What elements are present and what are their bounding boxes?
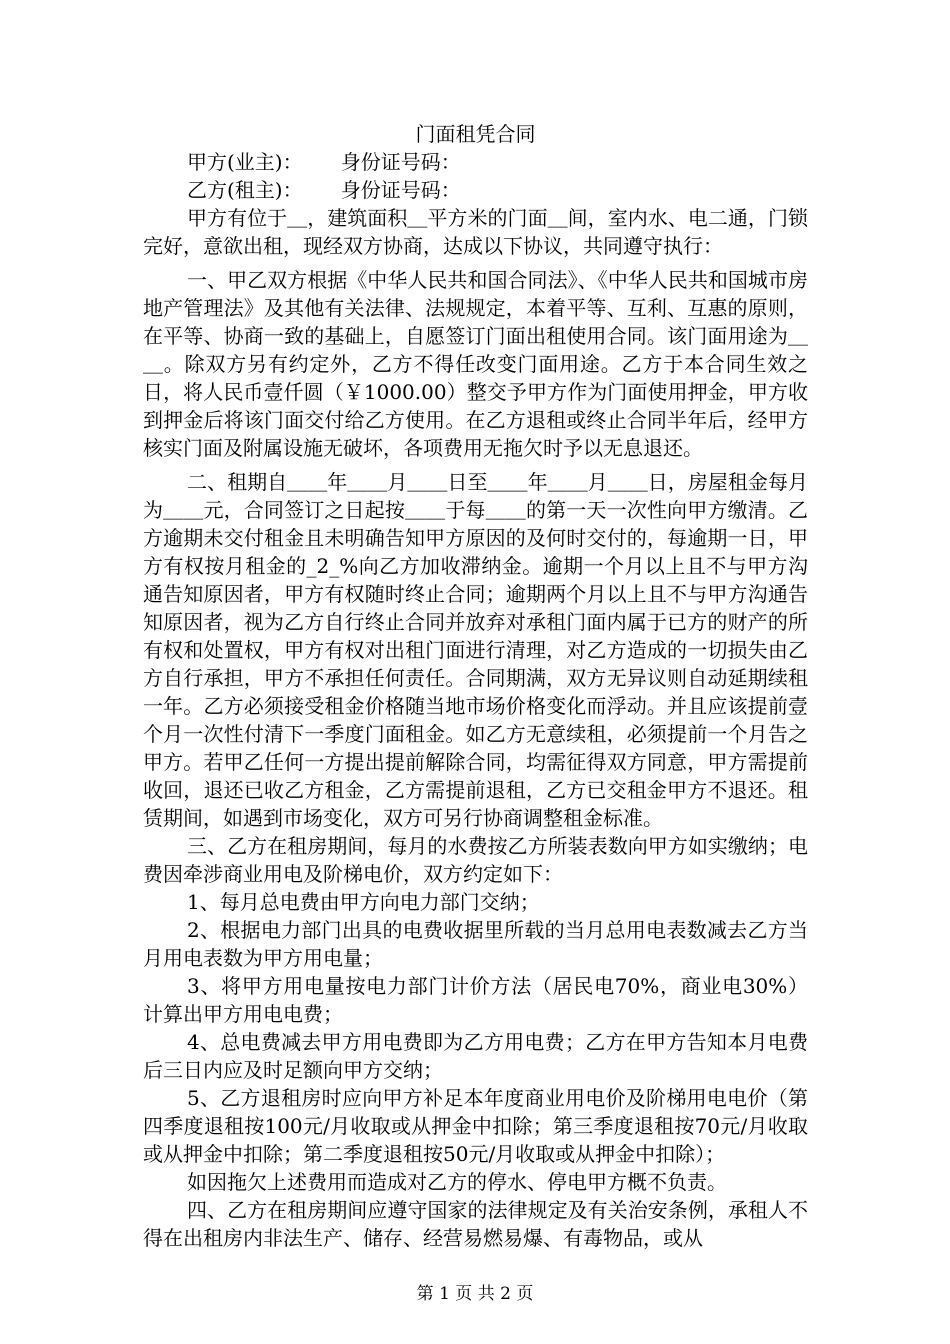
document-page: [143, 120, 808, 1252]
clause-3-item-3: 3、将甲方用电量按电力部门计价方法（居民电70%，商业电30%）计算出甲方用电电费；: [143, 974, 808, 1026]
clause-4-paragraph: 四、乙方在租房期间应遵守国家的法律规定及有关治安条例，承租人不得在出租房内非法生产、储存、经营易燃易爆、有毒物品，或从: [143, 1198, 808, 1250]
clause-3-paragraph: 三、乙方在租房期间，每月的水费按乙方所装表数向甲方如实缴纳；电费因牵涉商业用电及阶梯电价，双方约定如下：: [143, 834, 808, 886]
document-title: 门面租凭合同: [415, 122, 536, 146]
intro-paragraph: 甲方有位于＿，建筑面积＿平方米的门面＿间，室内水、电二通，门锁完好，意欲出租，现经双方协商，达成以下协议，共同遵守执行：: [143, 206, 808, 258]
clause-3-note: 如因拖欠上述费用而造成对乙方的停水、停电甲方概不负责。: [187, 1170, 727, 1194]
party-b-line: 乙方(租主)： 身份证号码：: [187, 178, 461, 202]
party-a-line: 甲方(业主)： 身份证号码：: [187, 150, 461, 174]
clause-3-item-1: 1、每月总电费由甲方向电力部门交纳；: [187, 890, 540, 914]
clause-2-paragraph: 二、租期自＿＿年＿＿月＿＿日至＿＿年＿＿月＿＿日，房屋租金每月为＿＿元，合同签订之日起按＿＿于每＿＿的第一天一次性向甲方缴清。乙方逾期未交付租金且未明确告知甲方原因的及何时交付的，每逾期一日，甲方有权按月租金的_2_%向乙方加收滞纳金。逾期一个月以上且不与甲方沟通告知原因者，甲方有权随时终止合同；逾期两个月以上且不与甲方沟通告知原因者，视为乙方自行终止合同并放弃对承租门面内属于已方的财产的所有权和处置权，甲方有权对出租门面进行清理，对乙方造成的一切损失由乙方自行承担，甲方不承担任何责任。合同期满，双方无异议则自动延期续租一年。乙方必须接受租金价格随当地市场价格变化而浮动。并且应该提前壹个月一次性付清下一季度门面租金。如乙方无意续租，必须提前一个月告之甲方。若甲乙任何一方提出提前解除合同，均需征得双方同意，甲方需提前收回，退还已收乙方租金，乙方需提前退租，乙方已交租金甲方不退还。租赁期间，如遇到市场变化，双方可另行协商调整租金标准。: [143, 470, 808, 830]
clause-1-paragraph: 一、甲乙双方根据《中华人民共和国合同法》、《中华人民共和国城市房地产管理法》及其他有关法律、法规规定，本着平等、互利、互惠的原则，在平等、协商一致的基础上，自愿签订门面出租使用合同。该门面用途为＿＿。除双方另有约定外，乙方不得任改变门面用途。乙方于本合同生效之日，将人民币壹仟圆（￥1000.00）整交予甲方作为门面使用押金，甲方收到押金后将该门面交付给乙方使用。在乙方退租或终止合同半年后，经甲方核实门面及附属设施无破坏，各项费用无拖欠时予以无息退还。: [143, 268, 808, 460]
page-footer: 第 1 页 共 2 页: [416, 1284, 534, 1304]
clause-3-item-4: 4、总电费减去甲方用电费即为乙方用电费；乙方在甲方告知本月电费后三日内应及时足额向甲方交纳；: [143, 1030, 808, 1082]
clause-3-item-2: 2、根据电力部门出具的电费收据里所载的当月总用电表数减去乙方当月用电表数为甲方用电量；: [143, 918, 808, 970]
clause-3-item-5: 5、乙方退租房时应向甲方补足本年度商业用电价及阶梯用电电价（第四季度退租按100元/月收取或从押金中扣除；第三季度退租按70元/月收取或从押金中扣除；第二季度退租按50元/月收取或从押金中扣除）；: [143, 1086, 808, 1166]
